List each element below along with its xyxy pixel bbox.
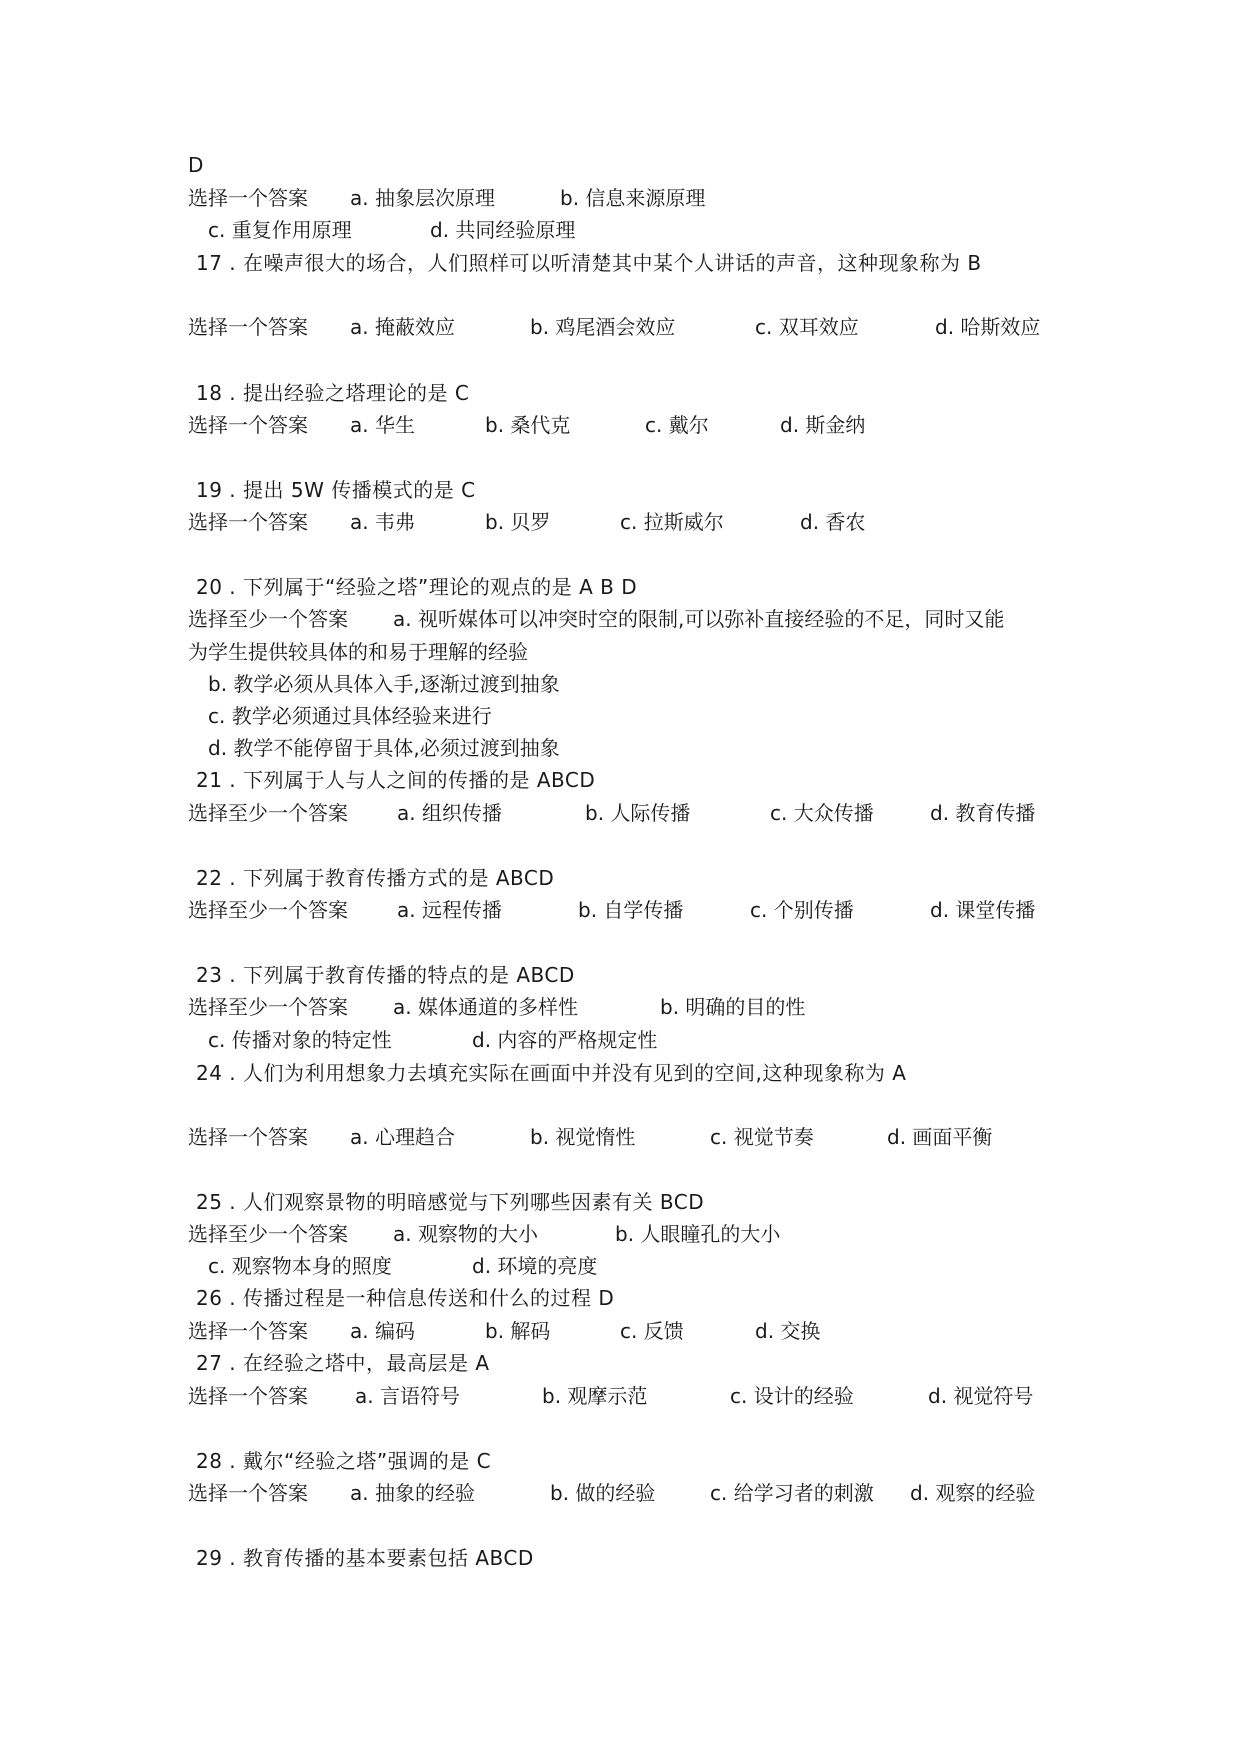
option-a: a. 抽象层次原理 <box>350 186 495 210</box>
option-c: c. 给学习者的刺激 <box>710 1481 874 1505</box>
question-28: 28 . 戴尔“经验之塔”强调的是 C <box>196 1449 492 1473</box>
option-c: c. 个别传播 <box>750 898 854 922</box>
question-18: 18 . 提出经验之塔理论的是 C <box>196 381 470 405</box>
question-21: 21 . 下列属于人与人之间的传播的是 ABCD <box>196 768 596 792</box>
option-b: b. 自学传播 <box>578 898 684 922</box>
option-a: a. 视听媒体可以冲突时空的限制,可以弥补直接经验的不足，同时又能 <box>393 607 1005 631</box>
option-d: d. 观察的经验 <box>910 1481 1036 1505</box>
option-b: b. 视觉惰性 <box>530 1125 636 1149</box>
option-b: b. 鸡尾酒会效应 <box>530 315 676 339</box>
question-23: 23 . 下列属于教育传播的特点的是 ABCD <box>196 963 575 987</box>
option-b: b. 教学必须从具体入手,逐渐过渡到抽象 <box>208 672 560 696</box>
option-c: c. 戴尔 <box>645 413 709 437</box>
option-d: d. 课堂传播 <box>930 898 1036 922</box>
option-c: c. 拉斯威尔 <box>620 510 724 534</box>
option-d: d. 环境的亮度 <box>472 1254 598 1278</box>
option-c: c. 反馈 <box>620 1319 684 1343</box>
option-d: d. 教学不能停留于具体,必须过渡到抽象 <box>208 736 560 760</box>
option-a: a. 韦弗 <box>350 510 415 534</box>
question-26: 26 . 传播过程是一种信息传送和什么的过程 D <box>196 1286 615 1310</box>
option-d: d. 哈斯效应 <box>935 315 1041 339</box>
option-a: a. 心理趋合 <box>350 1125 455 1149</box>
option-d: d. 香农 <box>800 510 866 534</box>
question-29: 29 . 教育传播的基本要素包括 ABCD <box>196 1546 534 1570</box>
question-27: 27 . 在经验之塔中，最高层是 A <box>196 1351 490 1375</box>
option-b: b. 明确的目的性 <box>660 995 806 1019</box>
option-a: a. 远程传播 <box>397 898 502 922</box>
option-b: b. 信息来源原理 <box>560 186 706 210</box>
question-20: 20 . 下列属于“经验之塔”理论的观点的是 A B D <box>196 575 638 599</box>
option-d: d. 共同经验原理 <box>430 218 576 242</box>
option-d: d. 教育传播 <box>930 801 1036 825</box>
choice-prompt: 选择至少一个答案 <box>188 607 348 631</box>
question-22: 22 . 下列属于教育传播方式的是 ABCD <box>196 866 555 890</box>
option-b: b. 人眼瞳孔的大小 <box>615 1222 781 1246</box>
option-a: a. 编码 <box>350 1319 415 1343</box>
question-17: 17 . 在噪声很大的场合，人们照样可以听清楚其中某个人讲话的声音，这种现象称为 B <box>196 251 982 275</box>
option-c: c. 传播对象的特定性 <box>208 1028 392 1052</box>
option-a: a. 言语符号 <box>355 1384 460 1408</box>
choice-prompt: 选择一个答案 <box>188 315 308 339</box>
option-a: a. 组织传播 <box>397 801 502 825</box>
choice-prompt: 选择一个答案 <box>188 1125 308 1149</box>
option-b: b. 观摩示范 <box>542 1384 648 1408</box>
option-d: d. 交换 <box>755 1319 821 1343</box>
option-c: c. 重复作用原理 <box>208 218 352 242</box>
choice-prompt: 选择一个答案 <box>188 1384 308 1408</box>
option-a: a. 媒体通道的多样性 <box>393 995 578 1019</box>
option-c: c. 大众传播 <box>770 801 874 825</box>
option-b: b. 解码 <box>485 1319 551 1343</box>
choice-prompt: 选择至少一个答案 <box>188 898 348 922</box>
option-c: c. 教学必须通过具体经验来进行 <box>208 704 492 728</box>
choice-prompt: 选择至少一个答案 <box>188 1222 348 1246</box>
choice-prompt: 选择至少一个答案 <box>188 995 348 1019</box>
option-a: a. 观察物的大小 <box>393 1222 538 1246</box>
question-19: 19 . 提出 5W 传播模式的是 C <box>196 478 476 502</box>
option-c: c. 视觉节奏 <box>710 1125 814 1149</box>
choice-prompt: 选择一个答案 <box>188 510 308 534</box>
choice-prompt: 选择一个答案 <box>188 186 308 210</box>
question-24: 24 . 人们为利用想象力去填充实际在画面中并没有见到的空间,这种现象称为 A <box>196 1061 907 1085</box>
option-a: a. 掩蔽效应 <box>350 315 455 339</box>
option-b: b. 桑代克 <box>485 413 571 437</box>
option-a-continued: 为学生提供较具体的和易于理解的经验 <box>188 640 528 664</box>
answer-text: D <box>188 153 204 177</box>
option-c: c. 双耳效应 <box>755 315 859 339</box>
option-d: d. 视觉符号 <box>928 1384 1034 1408</box>
choice-prompt: 选择一个答案 <box>188 1319 308 1343</box>
option-d: d. 内容的严格规定性 <box>472 1028 658 1052</box>
option-c: c. 设计的经验 <box>730 1384 854 1408</box>
option-b: b. 人际传播 <box>585 801 691 825</box>
option-b: b. 做的经验 <box>550 1481 656 1505</box>
option-a: a. 华生 <box>350 413 415 437</box>
option-c: c. 观察物本身的照度 <box>208 1254 392 1278</box>
question-25: 25 . 人们观察景物的明暗感觉与下列哪些因素有关 BCD <box>196 1190 705 1214</box>
option-a: a. 抽象的经验 <box>350 1481 475 1505</box>
choice-prompt: 选择一个答案 <box>188 1481 308 1505</box>
option-b: b. 贝罗 <box>485 510 551 534</box>
choice-prompt: 选择至少一个答案 <box>188 801 348 825</box>
choice-prompt: 选择一个答案 <box>188 413 308 437</box>
option-d: d. 斯金纳 <box>780 413 866 437</box>
option-d: d. 画面平衡 <box>887 1125 993 1149</box>
